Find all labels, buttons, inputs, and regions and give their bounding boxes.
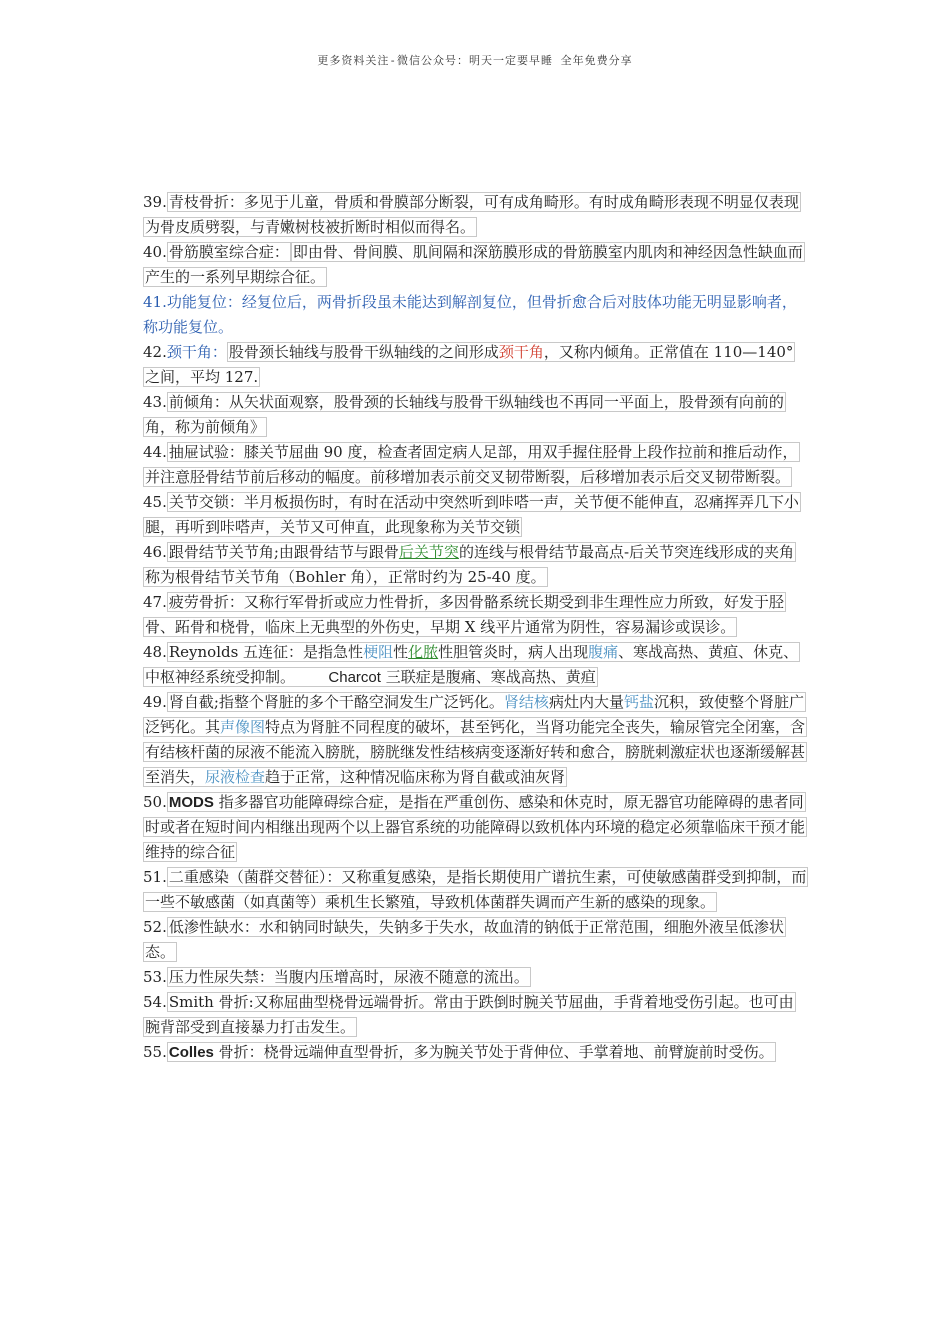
entry-number: 51.: [143, 868, 167, 886]
entry-text: 抽屉试验：膝关节屈曲 90 度，检查者固定病人足部，用双手握住胫骨上段作拉前和推后动作，并注意胫骨结节前后移动的幅度。前移增加表示前交叉韧带断裂，后移增加表示后交叉韧带断裂。: [145, 443, 798, 486]
entry-number: 44.: [143, 443, 167, 461]
entry-number: 40.: [143, 243, 167, 261]
entry-number: 52.: [143, 918, 167, 936]
entry-47: [143, 590, 807, 640]
entry-text: 青枝骨折：多见于儿童，骨质和骨膜部分断裂，可有成角畸形。有时成角畸形表现不明显仅表现为骨皮质劈裂，与青嫩树枝被折断时相似而得名。: [145, 193, 799, 236]
entry-number: 49.: [143, 693, 167, 711]
entry-number: 54.: [143, 993, 167, 1011]
entry-text: Smith 骨折:又称屈曲型桡骨远端骨折。常由于跌倒时腕关节屈曲，手背着地受伤引起。也可由腕背部受到直接暴力打击发生。: [145, 993, 794, 1036]
entry-number: 48.: [143, 643, 167, 661]
entry-text: 关节交锁：半月板损伤时，有时在活动中突然听到咔嗒一声，关节便不能伸直，忍痛挥弄几下小腿，再听到咔嗒声，关节又可伸直，此现象称为关节交锁: [145, 493, 799, 536]
link-term[interactable]: 化脓: [408, 643, 439, 661]
entry-term: 颈干角：: [166, 343, 227, 361]
highlight-term: 颈干角: [498, 343, 544, 361]
link-term[interactable]: 梗阻: [363, 643, 394, 661]
entry-number: 55.: [143, 1043, 167, 1061]
entry-text: 前倾角：从矢状面观察，股骨颈的长轴线与股骨干纵轴线也不再同一平面上，股骨颈有向前的角，称为前倾角》: [145, 393, 784, 436]
entry-43: [143, 390, 807, 440]
entry-39: [143, 190, 807, 240]
term-colles: Colles: [168, 1044, 214, 1061]
entry-text: 低渗性缺水：水和钠同时缺失，失钠多于失水，故血清的钠低于正常范围，细胞外液呈低渗状态。: [145, 918, 784, 961]
entry-50: [143, 790, 807, 865]
entry-45: [143, 490, 807, 540]
charcot-label: Charcot: [328, 669, 381, 686]
link-term[interactable]: 腹痛: [588, 643, 619, 661]
entry-number: 50.: [143, 793, 167, 811]
entry-53: [143, 965, 807, 990]
entry-text: Reynolds 五连征：是指急性梗阻性化脓性胆管炎时，病人出现腹痛、寒战高热、黄疸、休克、中枢神经系统受抑制。 Charcot 三联症是腹痛、寒战高热、黄疸: [145, 643, 799, 686]
entry-text: 二重感染（菌群交替征）：又称重复感染，是指长期使用广谱抗生素，可使敏感菌群受到抑制，而一些不敏感菌（如真菌等）乘机生长繁殖，导致机体菌群失调而产生新的感染的现象。: [145, 868, 807, 911]
link-term[interactable]: 钙盐: [623, 693, 654, 711]
entry-40: [143, 240, 807, 290]
link-term[interactable]: 肾结核: [503, 693, 549, 711]
page-header: 更多资料关注-微信公众号：明天一定要早睡 全年免费分享: [317, 54, 633, 67]
link-term[interactable]: 后关节突: [398, 543, 459, 561]
entry-44: [143, 440, 807, 490]
abbr-mods: MODS: [168, 794, 214, 811]
entry-55: [143, 1040, 807, 1065]
entry-54: [143, 990, 807, 1040]
entry-text: 即由骨、骨间膜、肌间隔和深筋膜形成的骨筋膜室内肌肉和神经因急性缺血而产生的一系列早期综合征。: [145, 243, 803, 286]
entry-text: 功能复位：经复位后，两骨折段虽未能达到解剖复位，但骨折愈合后对肢体功能无明显影响者，称功能复位。: [143, 293, 797, 336]
document-body: [143, 190, 807, 1065]
entry-text: 疲劳骨折：又称行军骨折或应力性骨折，多因骨骼系统长期受到非生理性应力所致，好发于胫骨、跖骨和桡骨，临床上无典型的外伤史，早期 X 线平片通常为阴性，容易漏诊或误诊。: [145, 593, 784, 636]
link-term[interactable]: 尿液检查: [205, 768, 266, 786]
entry-number: 47.: [143, 593, 167, 611]
entry-text: MODS 指多器官功能障碍综合症，是指在严重创伤、感染和休克时，原无器官功能障碍的患者同时或者在短时间内相继出现两个以上器官系统的功能障碍以致机体内环境的稳定必须靠临床干预才能维持的综合征: [145, 793, 806, 861]
entry-42: [143, 340, 807, 390]
entry-number: 43.: [143, 393, 167, 411]
entry-text: Colles 骨折：桡骨远端伸直型骨折，多为腕关节处于背伸位、手掌着地、前臂旋前时受伤。: [168, 1043, 774, 1061]
entry-term: 骨筋膜室综合症：: [168, 243, 289, 261]
entry-text: 压力性尿失禁：当腹内压增高时，尿液不随意的流出。: [168, 968, 529, 986]
link-term[interactable]: 声像图: [220, 718, 266, 736]
entry-number: 41.: [143, 293, 167, 311]
entry-number: 39.: [143, 193, 167, 211]
entry-46: [143, 540, 807, 590]
entry-number: 42.: [143, 343, 167, 361]
entry-52: [143, 915, 807, 965]
entry-text: 跟骨结节关节角;由跟骨结节与跟骨后关节突的连线与根骨结节最高点-后关节突连线形成的夹角称为根骨结节关节角（Bohler 角），正常时约为 25-40 度。: [145, 543, 795, 586]
entry-number: 46.: [143, 543, 167, 561]
entry-49: [143, 690, 807, 790]
entry-text: 股骨颈长轴线与股骨干纵轴线的之间形成颈干角，又称内倾角。正常值在 110—140°之间，平均 127.: [145, 343, 794, 386]
entry-text: 肾自截;指整个肾脏的多个干酪空洞发生广泛钙化。肾结核病灶内大量钙盐沉积，致使整个肾脏广泛钙化。其声像图特点为肾脏不同程度的破坏，甚至钙化，当肾功能完全丧失，输尿管完全闭塞，含有结核杆菌的尿液不能流入膀胱，膀胱继发性结核病变逐渐好转和愈合，膀胱刺激症状也逐渐缓解甚至消失，尿液检查趋于正常，这种情况临床称为肾自截或油灰肾: [145, 693, 806, 786]
entry-number: 53.: [143, 968, 167, 986]
entry-51: [143, 865, 807, 915]
entry-number: 45.: [143, 493, 167, 511]
entry-48: [143, 640, 807, 690]
entry-41: [143, 290, 807, 340]
